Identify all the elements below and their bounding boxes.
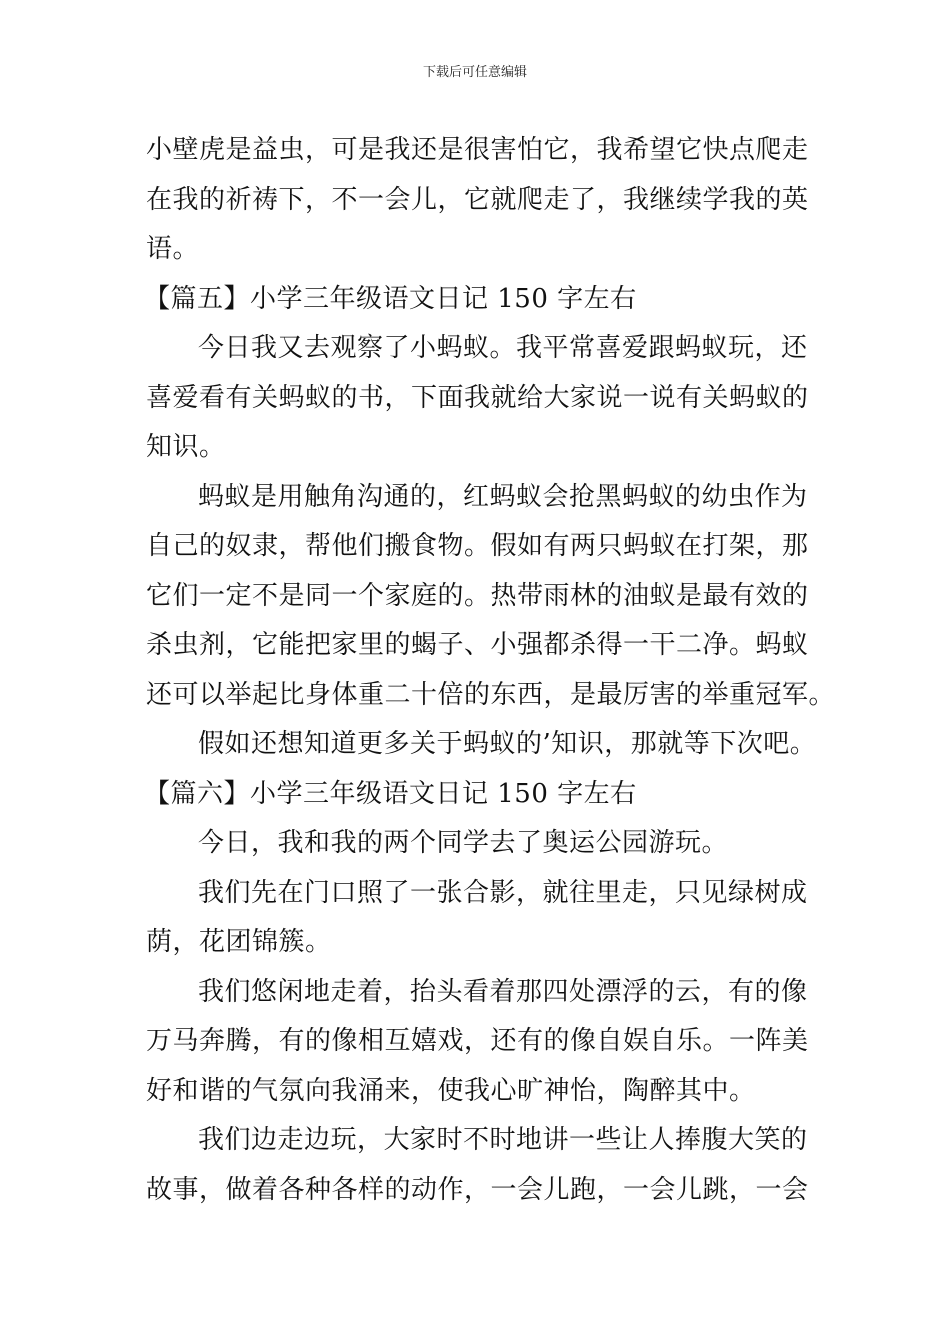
text-line: 蚂蚁是用触角沟通的，红蚂蚁会抢黑蚂蚁的幼虫作为: [198, 481, 808, 512]
text-line: 知识。: [146, 432, 226, 462]
section-heading: 【篇五】小学三年级语文日记 150 字左右: [144, 283, 637, 314]
text-line: 好和谐的气氛向我涌来，使我心旷神怡，陶醉其中。: [146, 1075, 756, 1106]
text-line: 荫，花团锦簇。: [146, 927, 332, 957]
text-line: 今日，我和我的两个同学去了奥运公园游玩。: [198, 828, 729, 858]
text-line: 它们一定不是同一个家庭的。热带雨林的油蚁是最有效的: [146, 580, 809, 611]
text-line: 在我的祈祷下，不一会儿，它就爬走了，我继续学我的英: [146, 184, 809, 215]
text-line: 自己的奴隶，帮他们搬食物。假如有两只蚂蚁在打架，那: [146, 531, 809, 561]
text-line: 语。: [146, 234, 200, 264]
text-line: 我们先在门口照了一张合影，就往里走，只见绿树成: [198, 877, 808, 908]
text-line: 还可以举起比身体重二十倍的东西，是最厉害的举重冠军。: [146, 679, 836, 710]
text-line: 杀虫剂，它能把家里的蝎子、小强都杀得一干二净。蚂蚁: [146, 630, 809, 660]
text-line: 故事，做着各种各样的动作，一会儿跑，一会儿跳，一会: [146, 1174, 809, 1205]
text-line: 小壁虎是益虫，可是我还是很害怕它，我希望它快点爬走: [146, 135, 809, 165]
text-line: 万马奔腾，有的像相互嬉戏，还有的像自娱自乐。一阵美: [146, 1026, 809, 1056]
text-line: 今日我又去观察了小蚂蚁。我平常喜爱跟蚂蚁玩，还: [198, 333, 808, 363]
text-line: 我们边走边玩，大家时不时地讲一些让人捧腹大笑的: [198, 1125, 808, 1155]
text-line: 我们悠闲地走着，抬头看着那四处漂浮的云，有的像: [198, 976, 808, 1007]
page-header: 下载后可任意编辑: [422, 65, 527, 80]
section-heading: 【篇六】小学三年级语文日记 150 字左右: [144, 778, 637, 809]
text-line: 假如还想知道更多关于蚂蚁的’知识，那就等下次吧。: [198, 729, 817, 759]
document-body: [144, 126, 836, 1215]
text-line: 喜爱看有关蚂蚁的书，下面我就给大家说一说有关蚂蚁的: [146, 382, 809, 413]
